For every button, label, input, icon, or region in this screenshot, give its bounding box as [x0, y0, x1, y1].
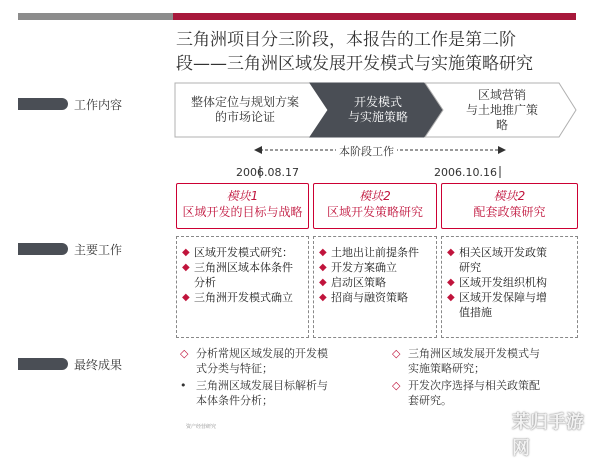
dot-bullet-icon: • [180, 379, 187, 392]
module-1-title: 模块1 [226, 189, 259, 203]
header-bar-red [173, 13, 576, 20]
start-date: 2006.08.17 [236, 166, 299, 179]
module-2-box [313, 183, 437, 229]
work-box-3 [441, 236, 578, 338]
module-1-subtitle: 区域开发的目标与战略 [182, 205, 303, 219]
results-left [180, 346, 380, 408]
module-3-box [441, 183, 578, 229]
list-item: ◆ 三角洲开发模式确立 [182, 291, 293, 304]
module-2-subtitle: 区域开发策略研究 [326, 205, 423, 219]
list-item: ◆ 招商与融资策略 [319, 291, 408, 304]
title-line-1: 三角洲项目分三阶段，本报告的工作是第二阶 [176, 30, 516, 50]
header-bar-grey [18, 13, 173, 20]
results-right [392, 346, 582, 408]
work-box-2 [313, 236, 437, 338]
phase-3-line-3: 略 [495, 118, 508, 132]
diamond-outline-icon: ◇ [392, 347, 401, 360]
list-item: ◆ 区域开发保障与增 值措施 [447, 291, 547, 319]
result-item: ◇ 分析常规区域发展的开发模 式分类与特征； [180, 347, 328, 375]
diamond-outline-icon: ◇ [180, 347, 189, 360]
module-2-title: 模块2 [359, 189, 391, 203]
section-bar-main-work [18, 243, 68, 255]
section-bar-work-content [18, 98, 68, 110]
phase-1-line-2: 的市场论证 [214, 110, 275, 124]
diamond-bullet-icon: ◆ [319, 262, 327, 273]
phase-2-line-1: 开发模式 [353, 95, 402, 109]
phase-3-line-1: 区域营销 [477, 88, 526, 102]
footnote: 资产经营研究 [186, 424, 217, 430]
diamond-bullet-icon: ◆ [447, 247, 455, 258]
list-item: ◆ 土地出让前提条件 [319, 246, 419, 259]
result-item: ◇ 三角洲区域发展开发模式与 实施策略研究； [392, 347, 540, 375]
phase-2-text [328, 95, 428, 125]
diamond-outline-icon: ◇ [392, 379, 401, 392]
diamond-bullet-icon: ◆ [319, 277, 327, 288]
diamond-bullet-icon: ◆ [182, 247, 190, 258]
diamond-bullet-icon: ◆ [182, 292, 190, 303]
section-label-work-content: 工作内容 [74, 98, 123, 112]
page-title [176, 28, 576, 76]
section-bar-final-results [18, 358, 68, 370]
list-item: ◆ 启动区策略 [319, 276, 386, 289]
title-line-2: 段——三角洲区域发展开发模式与实施策略研究 [176, 54, 533, 74]
list-item: ◆ 相关区域开发政策 研究 [447, 246, 547, 274]
section-label-final-results: 最终成果 [74, 358, 123, 372]
module-3-title: 模块2 [493, 189, 526, 203]
list-item: ◆ 区域开发模式研究： [182, 246, 293, 259]
result-item: ◇ 开发次序选择与相关政策配 套研究。 [392, 379, 540, 407]
module-3-subtitle: 配套政策研究 [473, 205, 546, 219]
list-item: ◆ 三角洲区域本体条件 分析 [182, 261, 293, 289]
end-date: 2006.10.16 [434, 166, 497, 179]
work-box-1 [176, 236, 309, 338]
phase-2-line-2: 与实施策略 [347, 110, 408, 124]
section-label-main-work: 主要工作 [74, 243, 123, 257]
phase-3-text [444, 88, 560, 133]
list-item: ◆ 区域开发组织机构 [447, 276, 547, 289]
phase-1-text [176, 95, 314, 125]
module-1-box [176, 183, 309, 229]
diamond-bullet-icon: ◆ [447, 277, 455, 288]
phase-3-line-2: 与土地推广策 [465, 103, 538, 117]
result-item: • 三角洲区域发展目标解析与 本体条件分析； [180, 379, 328, 407]
diamond-bullet-icon: ◆ [319, 247, 327, 258]
diamond-bullet-icon: ◆ [447, 292, 455, 303]
phase-1-line-1: 整体定位与规划方案 [190, 95, 299, 109]
diamond-bullet-icon: ◆ [182, 262, 190, 273]
diamond-bullet-icon: ◆ [319, 292, 327, 303]
stage-label: 本阶段工作 [336, 143, 397, 159]
list-item: ◆ 开发方案确立 [319, 261, 397, 274]
watermark: 茉归手游网 [512, 412, 584, 459]
